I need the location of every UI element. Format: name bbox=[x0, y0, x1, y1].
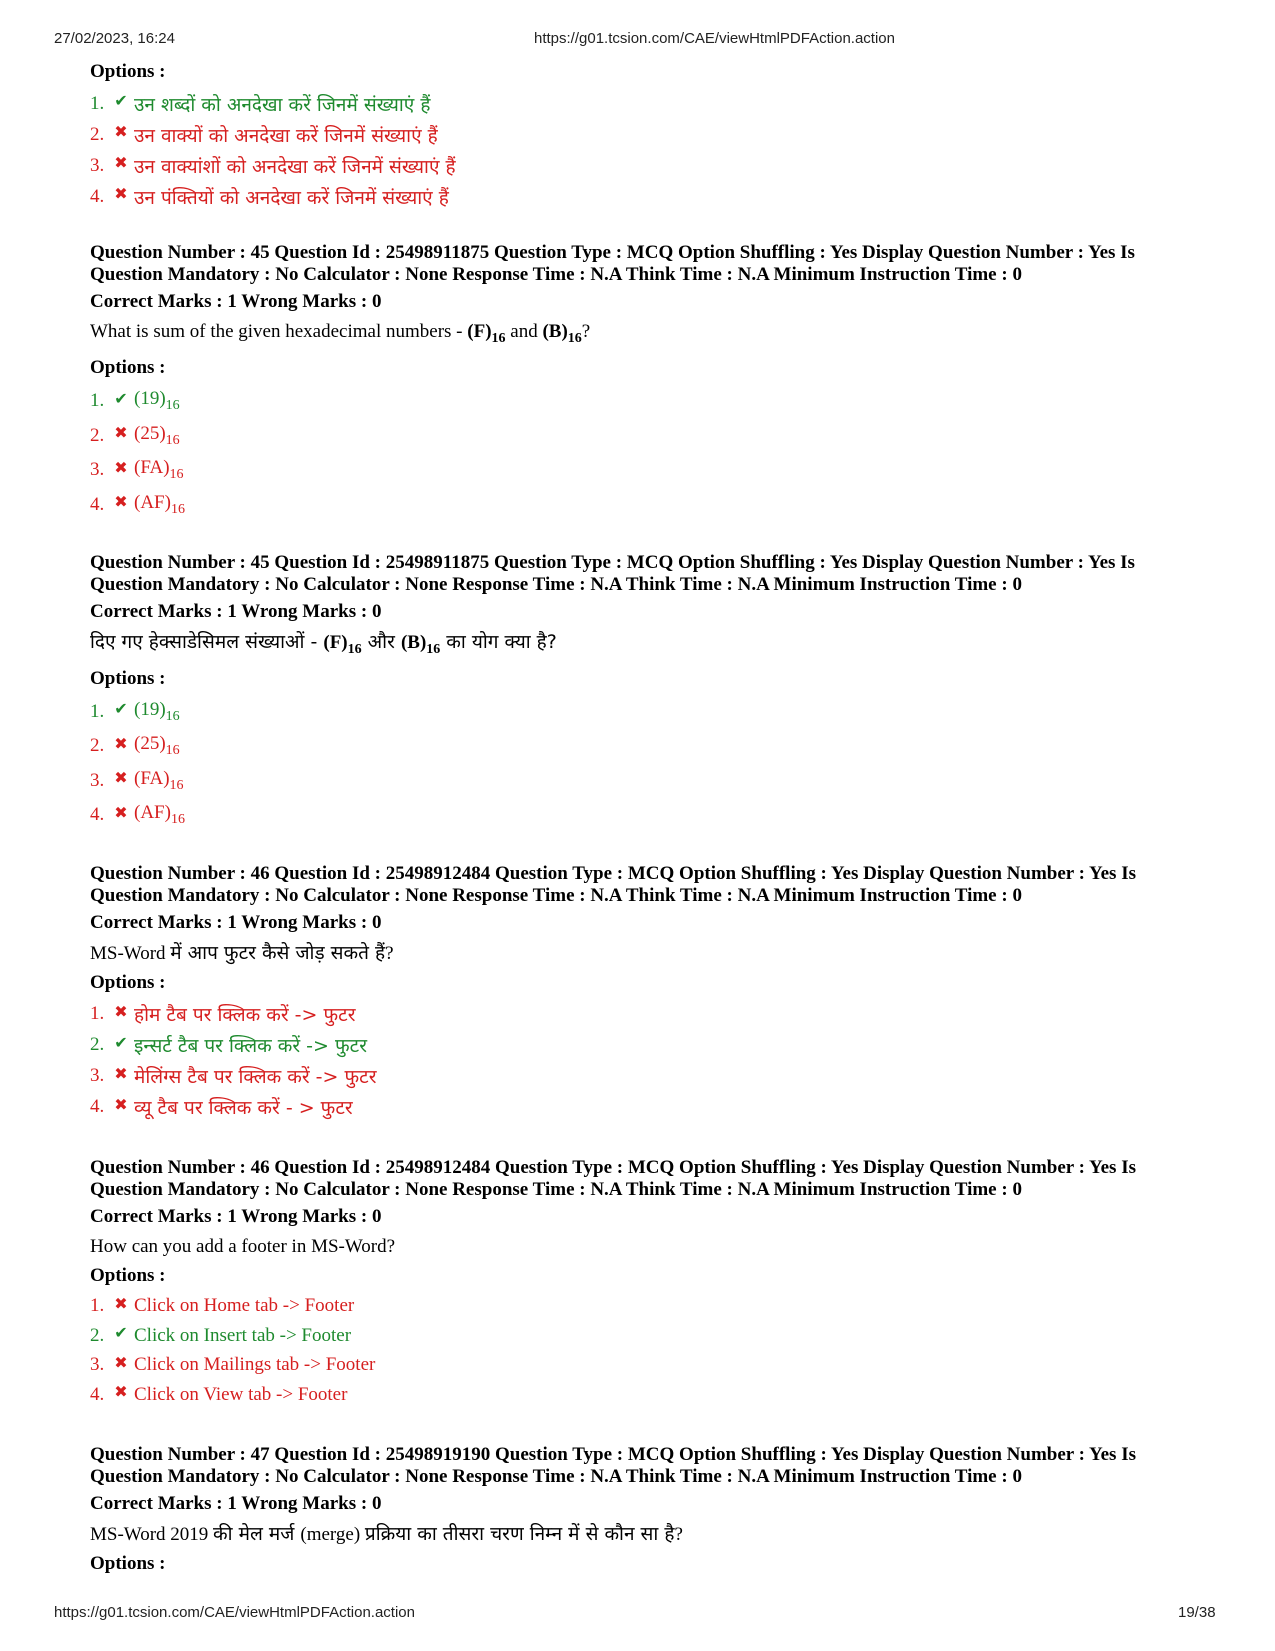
options-label: Options : bbox=[90, 667, 166, 689]
question-paper-content bbox=[90, 58, 1210, 1598]
option-2 bbox=[90, 119, 1210, 150]
meta-line-2: Question Mandatory : No Calculator : None Response Time : N.A Think Time : N.A Minimum Instruction Time : 0 bbox=[90, 264, 1022, 285]
options-label: Options : bbox=[90, 61, 166, 82]
option-number: 4. bbox=[90, 493, 105, 515]
option-1 bbox=[90, 999, 1210, 1030]
options-label: Options : bbox=[90, 1264, 166, 1286]
option-4 bbox=[90, 1380, 1210, 1410]
cross-mark-icon: ✖ bbox=[114, 1352, 128, 1372]
option-text: उन शब्दों को अनदेखा करें जिनमें संख्याएं हैं bbox=[134, 93, 431, 116]
print-footer-url: https://g01.tcsion.com/CAE/viewHtmlPDFAction.action bbox=[54, 1604, 415, 1621]
question-text bbox=[90, 319, 1210, 352]
question-text bbox=[90, 629, 1210, 663]
option-4 bbox=[90, 1092, 1210, 1123]
cross-mark-icon: ✖ bbox=[114, 184, 128, 203]
meta-line-1: Question Number : 46 Question Id : 25498912484 Question Type : MCQ Option Shuffling : Yes Display Question Number : Yes Is bbox=[90, 862, 1136, 884]
question-prefix: What is sum of the given hexadecimal numbers - bbox=[90, 321, 468, 342]
question-suffix: ? bbox=[581, 321, 591, 342]
question-45-hindi bbox=[90, 552, 1210, 833]
options-label: Options : bbox=[90, 1552, 166, 1574]
question-joiner: and bbox=[505, 321, 543, 342]
question-meta bbox=[90, 863, 1210, 907]
option-text: $(25)_{16}$ bbox=[134, 733, 180, 759]
cross-mark-icon: ✖ bbox=[114, 1382, 128, 1402]
option-2 bbox=[90, 729, 1210, 764]
question-joiner: और bbox=[361, 630, 401, 653]
cross-mark-icon: ✖ bbox=[114, 802, 128, 822]
option-text: $(FA)_{16}$ bbox=[134, 457, 184, 482]
question-prefix: MS-Word 2019 bbox=[90, 1523, 214, 1545]
question-text bbox=[90, 940, 1210, 967]
option-4 bbox=[90, 487, 1210, 522]
term-1: (F) bbox=[467, 321, 492, 342]
option-1 bbox=[90, 695, 1210, 730]
cross-mark-icon: ✖ bbox=[114, 733, 128, 753]
option-text: व्यू टैब पर क्लिक करें - > फुटर bbox=[134, 1097, 353, 1120]
check-mark-icon: ✔ bbox=[114, 91, 128, 110]
option-3 bbox=[90, 764, 1210, 799]
option-text: Click on View tab -> Footer bbox=[134, 1383, 348, 1405]
option-text: मेलिंग्स टैब पर क्लिक करें -> फुटर bbox=[134, 1066, 377, 1089]
options-label: Options : bbox=[90, 971, 166, 993]
meta-line-1: Question Number : 45 Question Id : 25498911875 Question Type : MCQ Option Shuffling : Yes Display Question Number : Yes Is bbox=[90, 242, 1135, 263]
option-number: 3. bbox=[90, 459, 105, 481]
option-1 bbox=[90, 384, 1210, 419]
option-1 bbox=[90, 88, 1210, 119]
marks-line: Correct Marks : 1 Wrong Marks : 0 bbox=[90, 291, 382, 312]
option-text: $(19)_{16}$ bbox=[134, 698, 180, 724]
term-1-base: 16 bbox=[347, 641, 362, 657]
option-3 bbox=[90, 453, 1210, 488]
question-meta bbox=[90, 1157, 1210, 1201]
question-suffix: ? bbox=[674, 1523, 683, 1545]
meta-line-1: Question Number : 45 Question Id : 25498911875 Question Type : MCQ Option Shuffling : Yes Display Question Number : Yes Is bbox=[90, 551, 1135, 573]
option-2 bbox=[90, 418, 1210, 453]
marks-line: Correct Marks : 1 Wrong Marks : 0 bbox=[90, 600, 382, 622]
question-hindi-1: की मेल मर्ज bbox=[213, 1522, 301, 1545]
option-3 bbox=[90, 1351, 1210, 1381]
check-mark-icon: ✔ bbox=[114, 1323, 128, 1343]
option-number: 2. bbox=[90, 123, 105, 145]
question-suffix: ? bbox=[385, 942, 394, 964]
option-number: 1. bbox=[90, 92, 105, 114]
term-2: (B) bbox=[542, 321, 568, 342]
option-number: 3. bbox=[90, 769, 105, 791]
option-number: 2. bbox=[90, 424, 105, 446]
question-prefix: दिए गए हेक्साडेसिमल संख्याओं - bbox=[90, 630, 324, 653]
meta-line-2: Question Mandatory : No Calculator : None Response Time : N.A Think Time : N.A Minimum Instruction Time : 0 bbox=[90, 573, 1022, 595]
cross-mark-icon: ✖ bbox=[114, 457, 128, 477]
question-suffix: का योग क्या है? bbox=[440, 630, 557, 653]
option-2 bbox=[90, 1030, 1210, 1061]
cross-mark-icon: ✖ bbox=[114, 122, 128, 141]
print-header-url: https://g01.tcsion.com/CAE/viewHtmlPDFAction.action bbox=[534, 30, 895, 47]
option-number: 1. bbox=[90, 700, 105, 722]
cross-mark-icon: ✖ bbox=[114, 153, 128, 172]
option-number: 4. bbox=[90, 1096, 105, 1118]
option-3 bbox=[90, 150, 1210, 181]
question-merge: (merge) bbox=[300, 1523, 365, 1545]
marks-line: Correct Marks : 1 Wrong Marks : 0 bbox=[90, 1492, 382, 1514]
option-4 bbox=[90, 798, 1210, 833]
question-46-english bbox=[90, 1157, 1210, 1410]
option-number: 2. bbox=[90, 735, 105, 757]
option-3 bbox=[90, 1061, 1210, 1092]
question-text: How can you add a footer in MS-Word? bbox=[90, 1235, 396, 1257]
option-number: 4. bbox=[90, 804, 105, 826]
option-text: Click on Insert tab -> Footer bbox=[134, 1324, 352, 1346]
meta-line-2: Question Mandatory : No Calculator : None Response Time : N.A Think Time : N.A Minimum Instruction Time : 0 bbox=[90, 884, 1022, 906]
option-4 bbox=[90, 181, 1210, 212]
option-text: होम टैब पर क्लिक करें -> फुटर bbox=[134, 1004, 356, 1027]
option-number: 2. bbox=[90, 1324, 105, 1346]
option-number: 1. bbox=[90, 390, 105, 412]
meta-line-1: Question Number : 46 Question Id : 25498912484 Question Type : MCQ Option Shuffling : Yes Display Question Number : Yes Is bbox=[90, 1156, 1136, 1178]
option-text: $(FA)_{16}$ bbox=[134, 767, 184, 793]
question-46-hindi bbox=[90, 863, 1210, 1123]
option-number: 4. bbox=[90, 1383, 105, 1405]
cross-mark-icon: ✖ bbox=[114, 1063, 128, 1083]
option-2 bbox=[90, 1321, 1210, 1351]
cross-mark-icon: ✖ bbox=[114, 1094, 128, 1114]
cross-mark-icon: ✖ bbox=[114, 423, 128, 443]
option-number: 2. bbox=[90, 1034, 105, 1056]
question-meta bbox=[90, 552, 1210, 596]
question-text bbox=[90, 1521, 1210, 1548]
term-1: (F) bbox=[323, 631, 348, 653]
question-47-hindi bbox=[90, 1444, 1210, 1576]
marks-line: Correct Marks : 1 Wrong Marks : 0 bbox=[90, 911, 382, 933]
marks-line: Correct Marks : 1 Wrong Marks : 0 bbox=[90, 1205, 382, 1227]
question-45-english bbox=[90, 242, 1210, 522]
question-44-tail bbox=[90, 60, 1210, 212]
option-number: 3. bbox=[90, 1354, 105, 1376]
term-2: (B) bbox=[400, 631, 427, 653]
check-mark-icon: ✔ bbox=[114, 1032, 128, 1052]
option-1 bbox=[90, 1292, 1210, 1322]
cross-mark-icon: ✖ bbox=[114, 492, 128, 512]
option-number: 1. bbox=[90, 1295, 105, 1317]
term-2-base: 16 bbox=[567, 330, 582, 346]
cross-mark-icon: ✖ bbox=[114, 768, 128, 788]
cross-mark-icon: ✖ bbox=[114, 1001, 128, 1021]
option-text: उन वाक्यों को अनदेखा करें जिनमें संख्याएं हैं bbox=[134, 124, 438, 147]
term-1-base: 16 bbox=[491, 330, 506, 346]
option-text: $(25)_{16}$ bbox=[134, 422, 180, 448]
option-text: इन्सर्ट टैब पर क्लिक करें -> फुटर bbox=[134, 1035, 367, 1058]
option-text: Click on Home tab -> Footer bbox=[134, 1295, 355, 1317]
check-mark-icon: ✔ bbox=[114, 699, 128, 719]
option-number: 3. bbox=[90, 1065, 105, 1087]
option-text: $(AF)_{16}$ bbox=[134, 802, 185, 828]
option-number: 4. bbox=[90, 185, 105, 207]
question-hindi: में आप फुटर कैसे जोड़ सकते हैं bbox=[170, 941, 386, 964]
option-text: $(AF)_{16}$ bbox=[134, 491, 185, 517]
term-2-base: 16 bbox=[426, 641, 441, 657]
question-meta bbox=[90, 1444, 1210, 1488]
option-number: 1. bbox=[90, 1003, 105, 1025]
cross-mark-icon: ✖ bbox=[114, 1293, 128, 1313]
question-hindi-2: प्रक्रिया का तीसरा चरण निम्न में से कौन सा है bbox=[364, 1522, 675, 1545]
meta-line-2: Question Mandatory : No Calculator : None Response Time : N.A Think Time : N.A Minimum Instruction Time : 0 bbox=[90, 1465, 1022, 1487]
question-prefix: MS-Word bbox=[90, 942, 171, 964]
meta-line-2: Question Mandatory : No Calculator : None Response Time : N.A Think Time : N.A Minimum Instruction Time : 0 bbox=[90, 1178, 1022, 1200]
option-text: उन पंक्तियों को अनदेखा करें जिनमें संख्याएं हैं bbox=[134, 186, 449, 209]
check-mark-icon: ✔ bbox=[114, 388, 128, 408]
option-number: 3. bbox=[90, 154, 105, 176]
question-meta bbox=[90, 242, 1210, 286]
option-text: Click on Mailings tab -> Footer bbox=[134, 1354, 376, 1376]
meta-line-1: Question Number : 47 Question Id : 25498919190 Question Type : MCQ Option Shuffling : Yes Display Question Number : Yes Is bbox=[90, 1443, 1136, 1465]
option-text: $(19)_{16}$ bbox=[134, 388, 180, 413]
options-label: Options : bbox=[90, 356, 166, 378]
page-number: 19/38 bbox=[1178, 1604, 1216, 1621]
option-text: उन वाक्यांशों को अनदेखा करें जिनमें संख्याएं हैं bbox=[134, 155, 456, 178]
print-datetime: 27/02/2023, 16:24 bbox=[54, 30, 175, 47]
